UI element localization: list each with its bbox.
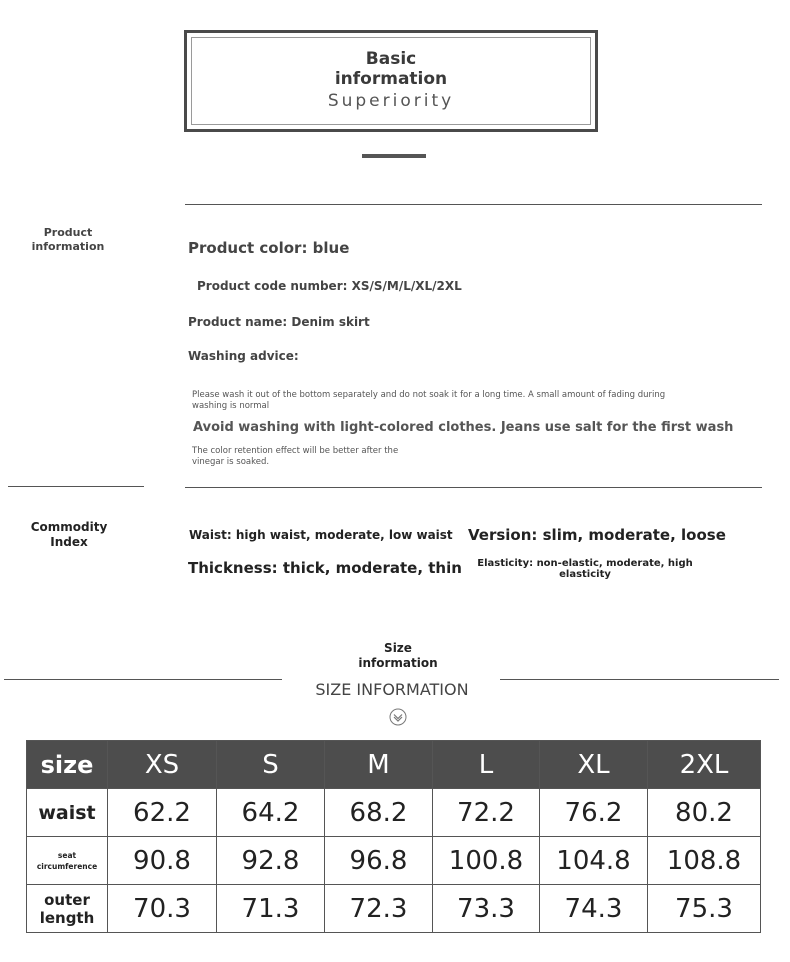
row-label-line1: seat — [57, 850, 77, 860]
commodity-label-line2: Index — [50, 535, 88, 549]
size-col-header: S — [217, 741, 325, 789]
size-info-label-line1: Size — [384, 641, 412, 655]
wash-note-1-line1: Please wash it out of the bottom separately and do not soak it for a long time. A small amount of fading during — [192, 390, 666, 400]
elasticity-line2: elasticity — [559, 569, 611, 580]
divider-mid — [185, 487, 762, 488]
table-row — [27, 885, 761, 933]
table-cell: 104.8 — [540, 837, 648, 885]
table-cell: 80.2 — [648, 789, 761, 837]
thickness-index: Thickness: thick, moderate, thin — [188, 559, 462, 577]
table-cell: 90.8 — [108, 837, 217, 885]
header-title-line2: information — [334, 69, 448, 89]
header-underline-bar — [362, 154, 426, 158]
wash-note-1 — [192, 390, 665, 412]
divider-size-right — [500, 679, 779, 680]
product-info-label-line1: Product — [43, 226, 93, 239]
size-col-header: M — [325, 741, 433, 789]
wash-note-3 — [192, 446, 398, 468]
table-cell: 74.3 — [540, 885, 648, 933]
table-cell: 70.3 — [108, 885, 217, 933]
table-row — [27, 837, 761, 885]
table-cell: 62.2 — [108, 789, 217, 837]
table-row — [27, 789, 761, 837]
row-label-line1: outer — [44, 890, 90, 909]
table-cell: 68.2 — [325, 789, 433, 837]
table-cell: 76.2 — [540, 789, 648, 837]
waist-index: Waist: high waist, moderate, low waist — [189, 528, 453, 542]
row-label-line1: waist — [38, 801, 96, 824]
divider-size-left — [4, 679, 282, 680]
commodity-label-line1: Commodity — [30, 520, 108, 534]
table-cell: 100.8 — [433, 837, 540, 885]
table-cell: 96.8 — [325, 837, 433, 885]
size-header-label: size — [27, 741, 108, 789]
header-subtitle: Superiority — [327, 91, 455, 111]
table-cell: 64.2 — [217, 789, 325, 837]
divider-left-mid — [8, 486, 144, 487]
wash-note-3-line2: vinegar is soaked. — [192, 457, 270, 467]
washing-advice-title: Washing advice: — [188, 349, 299, 363]
row-label-line2: circumference — [36, 861, 98, 871]
wash-note-1-line2: washing is normal — [192, 401, 270, 411]
elasticity-line1: Elasticity: non-elastic, moderate, high — [477, 558, 693, 569]
row-label-seat-circumference — [27, 837, 108, 885]
size-table-header-row — [27, 741, 761, 789]
size-col-header: XL — [540, 741, 648, 789]
product-code: Product code number: XS/S/M/L/XL/2XL — [197, 279, 462, 293]
table-cell: 108.8 — [648, 837, 761, 885]
table-cell: 75.3 — [648, 885, 761, 933]
size-info-label-line2: information — [358, 656, 438, 670]
table-cell: 72.2 — [433, 789, 540, 837]
divider-top — [185, 204, 762, 205]
row-label-waist — [27, 789, 108, 837]
size-info-label — [348, 641, 448, 671]
elasticity-index — [470, 558, 700, 580]
header-box — [184, 30, 598, 132]
size-info-title: SIZE INFORMATION — [315, 680, 469, 699]
row-label-line2: length — [39, 908, 95, 927]
size-col-header: 2XL — [648, 741, 761, 789]
size-col-header: XS — [108, 741, 217, 789]
wash-note-3-line1: The color retention effect will be better after the — [192, 446, 399, 456]
chevron-down-circle-icon — [389, 708, 407, 726]
size-col-header: L — [433, 741, 540, 789]
row-label-outer-length — [27, 885, 108, 933]
version-index: Version: slim, moderate, loose — [468, 526, 726, 544]
size-table — [26, 740, 761, 933]
header-title-line1: Basic — [365, 49, 417, 69]
product-info-label-line2: information — [31, 240, 105, 253]
product-color: Product color: blue — [188, 239, 350, 257]
product-info-label — [20, 226, 116, 254]
wash-note-2: Avoid washing with light-colored clothes. Jeans use salt for the first wash — [193, 420, 734, 435]
commodity-index-label — [18, 520, 120, 550]
table-cell: 71.3 — [217, 885, 325, 933]
product-name: Product name: Denim skirt — [188, 315, 370, 329]
table-cell: 92.8 — [217, 837, 325, 885]
table-cell: 73.3 — [433, 885, 540, 933]
table-cell: 72.3 — [325, 885, 433, 933]
